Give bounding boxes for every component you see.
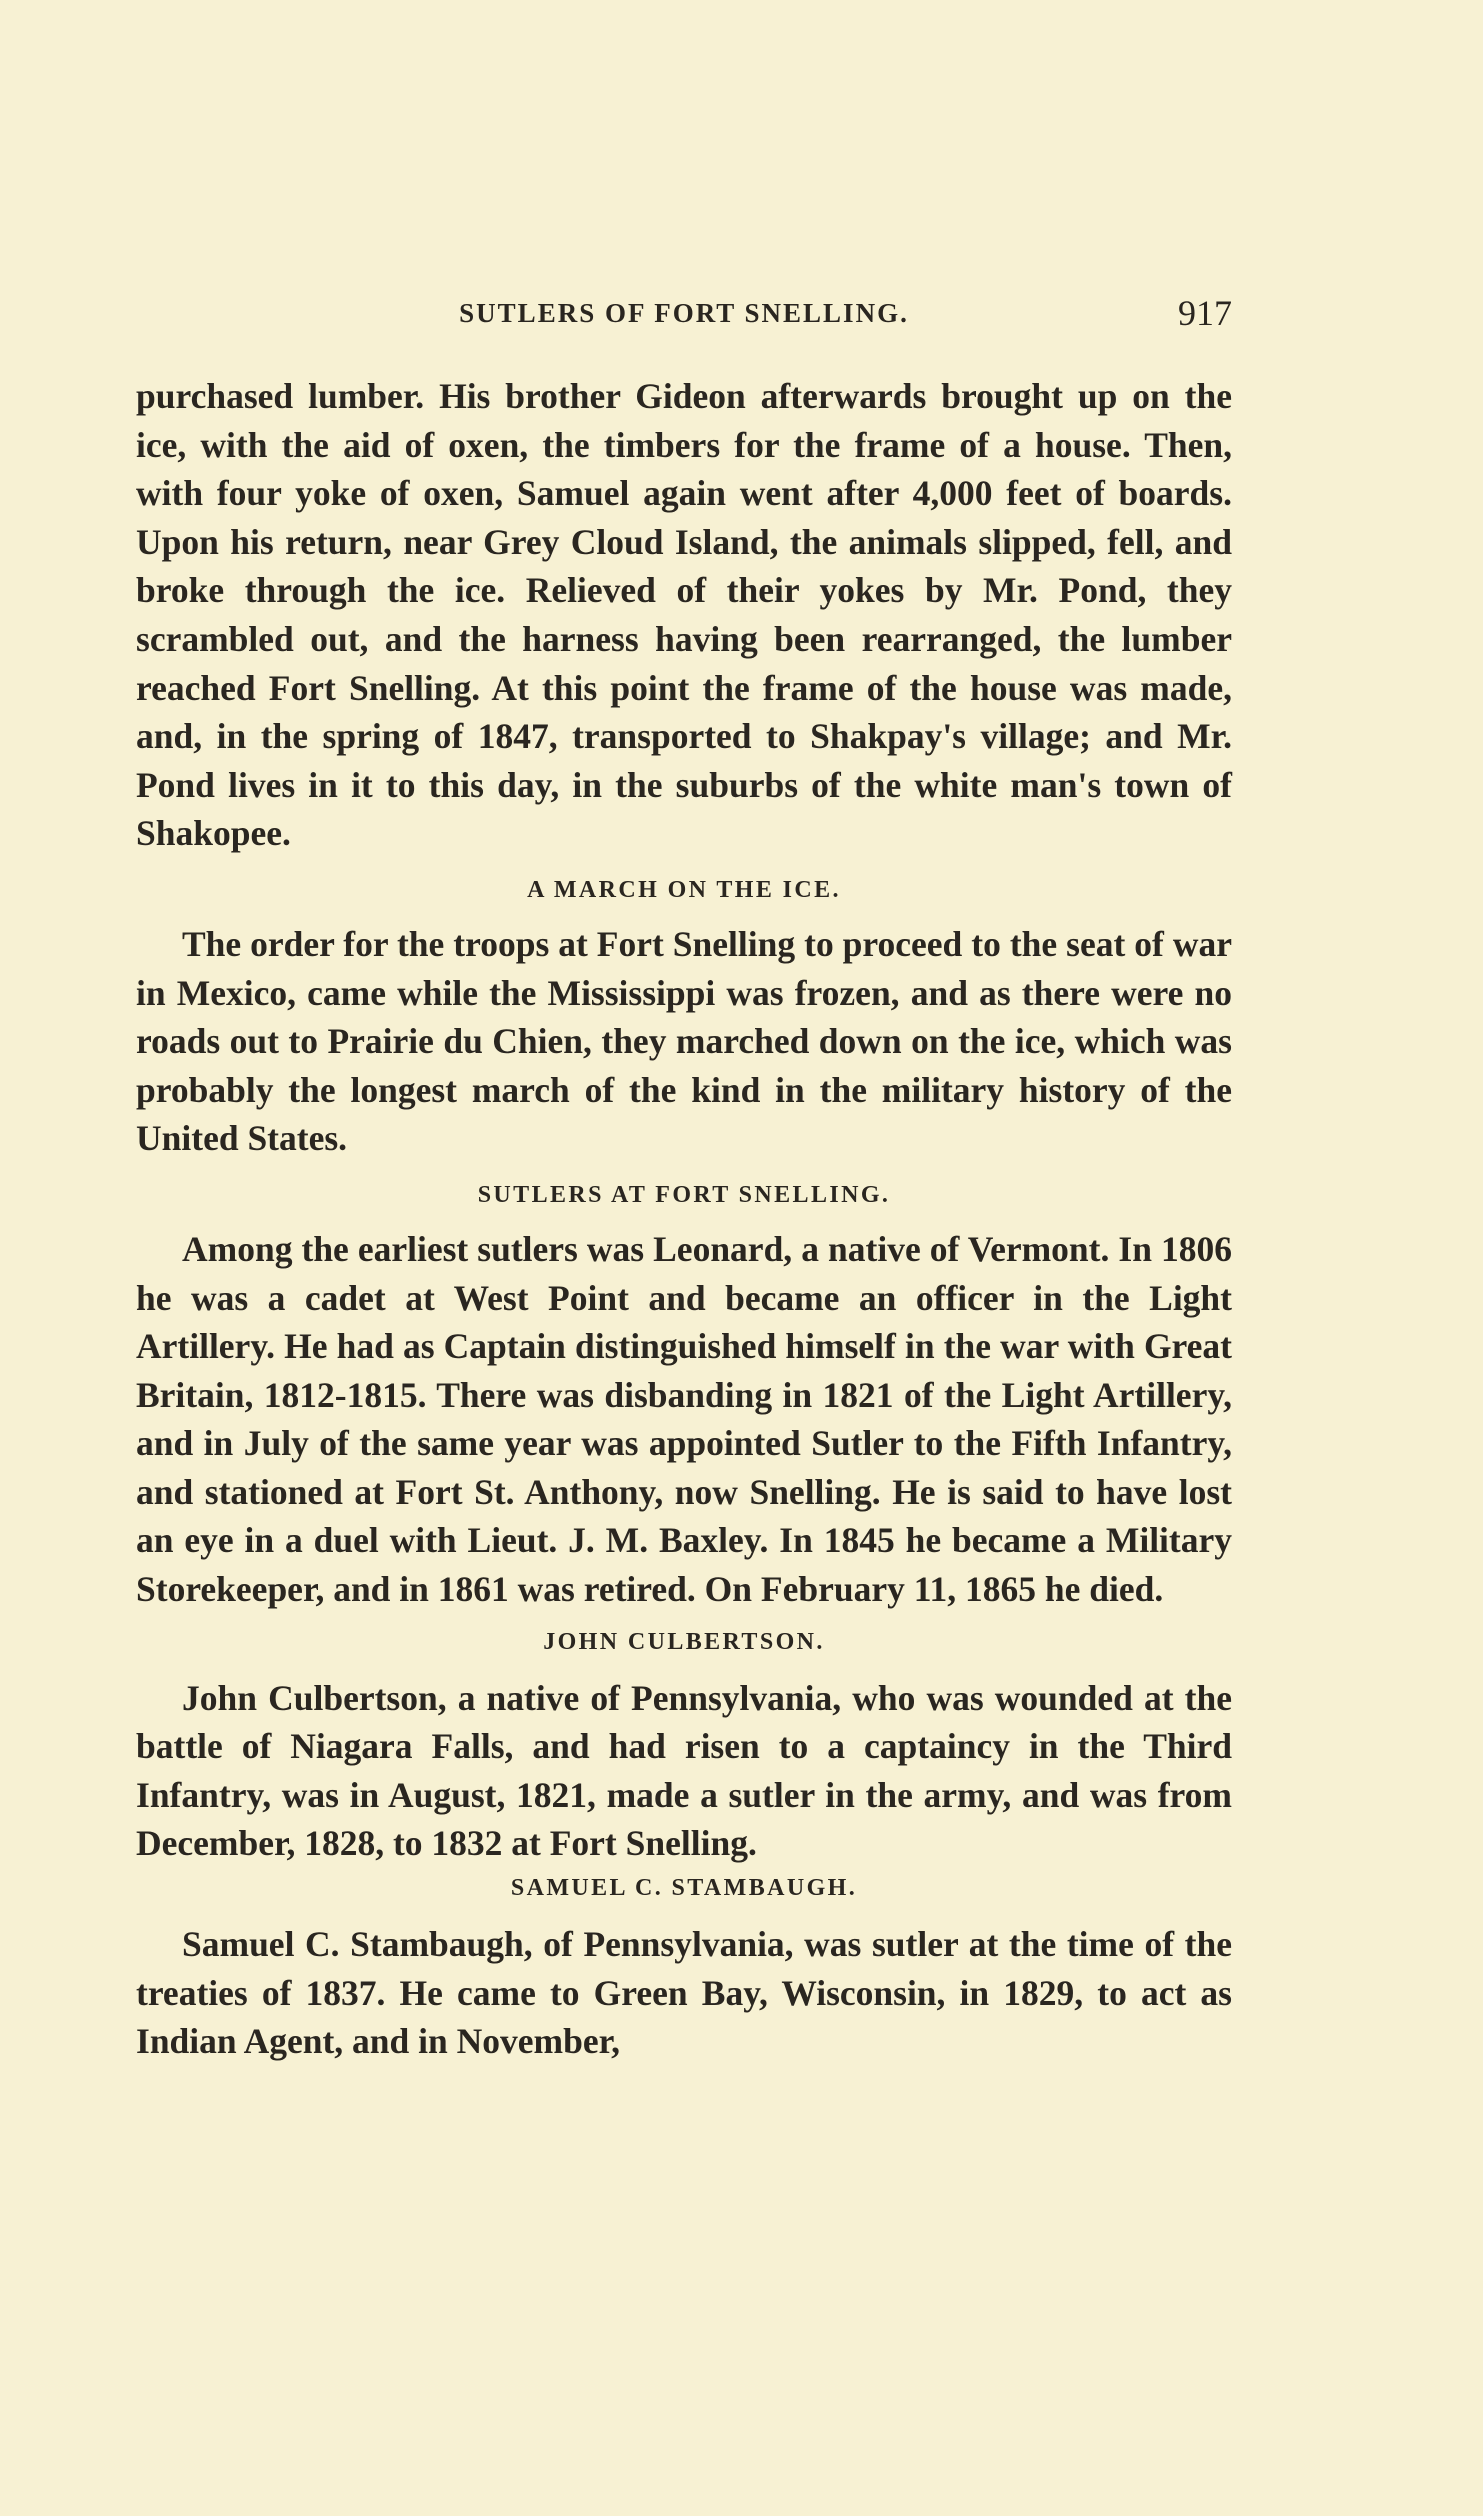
section-heading-sutlers: SUTLERS AT FORT SNELLING. [477, 1181, 891, 1208]
paragraph-continuation: purchased lumber. His brother Gideon afterwards brought up on the ice, with the aid of oxen, the timbers for the frame of a house. Then, with four yoke of oxen, Samuel again went after 4,000 feet of boards. Upon his return, near Grey Cloud Island, the animals slipped, fell, and broke through the ice. Relieved of their yokes by Mr. Pond, they scrambled out, and the harness having been rearranged, the lumber reached Fort Snelling. At this point the frame of the house was made, and, in the spring of 1847, transported to Shakpay's village; and Mr. Pond lives in it to this day, in the suburbs of the white man's town of Shakopee. [136, 376, 1232, 854]
body-text [136, 372, 1232, 2066]
running-head [136, 292, 1232, 338]
paragraph-march-on-ice: The order for the troops at Fort Snelling to proceed to the seat of war in Mexico, came while the Mississippi was frozen, and as there were no roads out to Prairie du Chien, they marched down on the ice, which was probably the longest march of the kind in the military history of the United States. [136, 923, 1232, 1159]
section-heading-john-culbertson: JOHN CULBERTSON. [543, 1628, 825, 1655]
section-heading-samuel-stambaugh: SAMUEL C. STAMBAUGH. [510, 1875, 858, 1902]
paragraph-sutlers: Among the earliest sutlers was Leonard, a native of Vermont. In 1806 he was a cadet at West Point and became an officer in the Light Artillery. He had as Captain distinguished himself in the war with Great Britain, 1812-1815. There was disbanding in 1821 of the Light Artillery, and in July of the same year was appointed Sutler to the Fifth Infantry, and stationed at Fort St. Anthony, now Snelling. He is said to have lost an eye in a duel with Lieut. J. M. Baxley. In 1845 he became a Military Storekeeper, and in 1861 was retired. On February 11, 1865 he died. [136, 1228, 1232, 1610]
paragraph-samuel-stambaugh: Samuel C. Stambaugh, of Pennsylvania, was sutler at the time of the treaties of 1837. He came to Green Bay, Wisconsin, in 1829, to act as Indian Agent, and in November, [136, 1924, 1232, 2062]
section-heading-march-on-ice: A MARCH ON THE ICE. [527, 876, 841, 903]
running-title: SUTLERS OF FORT SNELLING. [459, 298, 909, 328]
paragraph-john-culbertson: John Culbertson, a native of Pennsylvania, who was wounded at the battle of Niagara Falls, and had risen to a captaincy in the Third Infantry, was in August, 1821, made a sutler in the army, and was from December, 1828, to 1832 at Fort Snelling. [136, 1677, 1232, 1864]
page-number: 917 [1178, 293, 1232, 333]
